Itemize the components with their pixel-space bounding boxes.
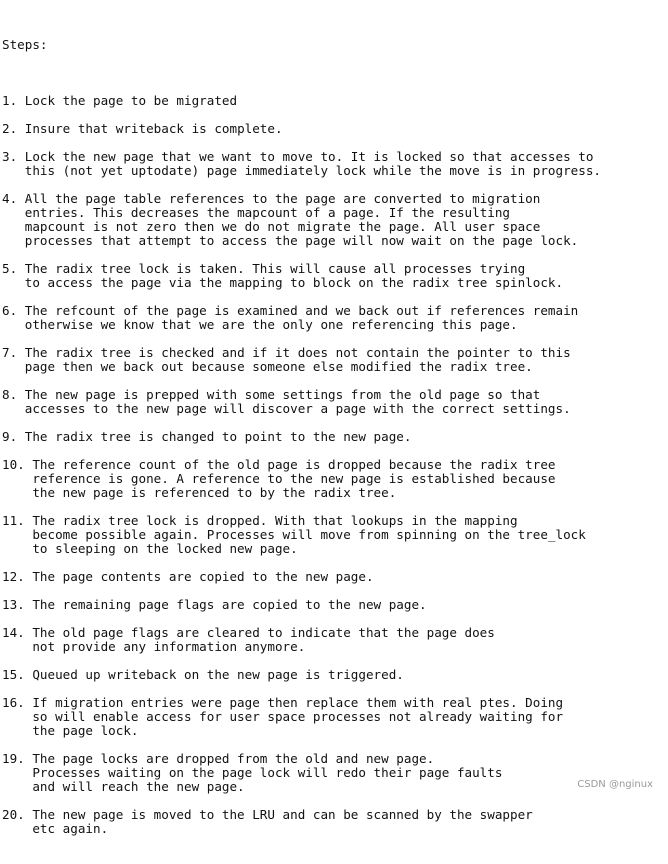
step-item <box>2 570 666 584</box>
step-number: 5. <box>2 261 18 276</box>
step-number: 7. <box>2 345 18 360</box>
step-line: Lock the page to be migrated <box>24 93 238 108</box>
step-text <box>32 598 426 612</box>
step-text <box>25 150 601 178</box>
step-number: 9. <box>2 429 18 444</box>
step-line: The radix tree is checked and if it does not contain the pointer to this <box>24 345 571 360</box>
step-item <box>2 192 666 248</box>
steps-list <box>2 94 666 836</box>
step-line: The remaining page flags are copied to the new page. <box>32 597 427 612</box>
step-line: All the page table references to the page are converted to migration <box>24 191 541 206</box>
step-item <box>2 150 666 178</box>
step-text <box>32 668 404 682</box>
step-line: otherwise we know that we are the only one referencing this page. <box>24 317 518 332</box>
step-line: The radix tree is changed to point to the new page. <box>24 429 412 444</box>
step-line: The page contents are copied to the new page. <box>32 569 374 584</box>
step-item <box>2 346 666 374</box>
step-number: 13. <box>2 597 25 612</box>
step-text <box>32 458 555 500</box>
step-item <box>2 668 666 682</box>
step-text <box>32 514 586 556</box>
step-text <box>32 626 495 654</box>
step-number: 16. <box>2 695 25 710</box>
step-text <box>25 94 237 108</box>
watermark: CSDN @nginux <box>577 779 653 790</box>
step-line: to sleeping on the locked new page. <box>32 541 298 556</box>
step-item <box>2 514 666 556</box>
step-line: If migration entries were page then replace them with real ptes. Doing <box>32 695 564 710</box>
step-item <box>2 388 666 416</box>
step-line: reference is gone. A reference to the new page is established because <box>32 471 556 486</box>
step-item <box>2 122 666 136</box>
step-line: The new page is prepped with some settings from the old page so that <box>24 387 541 402</box>
step-line: The old page flags are cleared to indicate that the page does <box>32 625 495 640</box>
step-number: 12. <box>2 569 25 584</box>
step-line: page then we back out because someone else modified the radix tree. <box>24 359 533 374</box>
step-line: and will reach the new page. <box>32 779 245 794</box>
step-item <box>2 304 666 332</box>
step-line: the new page is referenced to by the radix tree. <box>32 485 397 500</box>
step-number: 3. <box>2 149 18 164</box>
step-line: not provide any information anymore. <box>32 639 306 654</box>
step-text <box>25 388 571 416</box>
step-number: 8. <box>2 387 18 402</box>
step-line: this (not yet uptodate) page immediately lock while the move is in progress. <box>24 163 602 178</box>
step-line: etc again. <box>32 821 109 836</box>
step-item <box>2 598 666 612</box>
step-number: 19. <box>2 751 25 766</box>
step-line: Lock the new page that we want to move to. It is locked so that accesses to <box>24 149 594 164</box>
step-line: processes that attempt to access the page will now wait on the page lock. <box>24 233 579 248</box>
step-line: become possible again. Processes will move from spinning on the tree_lock <box>32 527 586 542</box>
step-item <box>2 696 666 738</box>
step-number: 2. <box>2 121 18 136</box>
step-number: 15. <box>2 667 25 682</box>
step-line: accesses to the new page will discover a page with the correct settings. <box>24 401 571 416</box>
step-item <box>2 430 666 444</box>
step-text <box>25 346 571 374</box>
step-line: entries. This decreases the mapcount of a page. If the resulting <box>24 205 511 220</box>
step-line: The reference count of the old page is dropped because the radix tree <box>32 457 556 472</box>
step-line: Queued up writeback on the new page is triggered. <box>32 667 404 682</box>
step-number: 4. <box>2 191 18 206</box>
step-number: 6. <box>2 303 18 318</box>
step-text <box>25 430 412 444</box>
step-text <box>32 752 502 794</box>
step-item <box>2 752 666 794</box>
steps-heading: Steps: <box>2 37 48 52</box>
step-line: to access the page via the mapping to block on the radix tree spinlock. <box>24 275 564 290</box>
step-text <box>25 262 563 290</box>
step-line: the page lock. <box>32 723 139 738</box>
step-text <box>25 192 579 248</box>
document-body <box>2 10 666 864</box>
step-text <box>32 696 563 738</box>
step-item <box>2 458 666 500</box>
step-item <box>2 626 666 654</box>
step-number: 11. <box>2 513 25 528</box>
step-number: 20. <box>2 807 25 822</box>
step-line: mapcount is not zero then we do not migrate the page. All user space <box>24 219 541 234</box>
step-text <box>25 304 579 332</box>
step-line: The radix tree lock is taken. This will cause all processes trying <box>24 261 526 276</box>
step-line: The page locks are dropped from the old and new page. <box>32 751 435 766</box>
step-line: Processes waiting on the page lock will redo their page faults <box>32 765 503 780</box>
step-line: The refcount of the page is examined and we back out if references remain <box>24 303 579 318</box>
step-number: 1. <box>2 93 18 108</box>
step-line: The radix tree lock is dropped. With that lookups in the mapping <box>32 513 518 528</box>
step-text <box>32 570 373 584</box>
step-number: 10. <box>2 457 25 472</box>
step-item <box>2 262 666 290</box>
step-number: 14. <box>2 625 25 640</box>
step-item <box>2 94 666 108</box>
step-text <box>32 808 532 836</box>
step-item <box>2 808 666 836</box>
step-line: Insure that writeback is complete. <box>24 121 283 136</box>
step-line: The new page is moved to the LRU and can be scanned by the swapper <box>32 807 533 822</box>
step-text <box>25 122 283 136</box>
step-line: so will enable access for user space processes not already waiting for <box>32 709 564 724</box>
